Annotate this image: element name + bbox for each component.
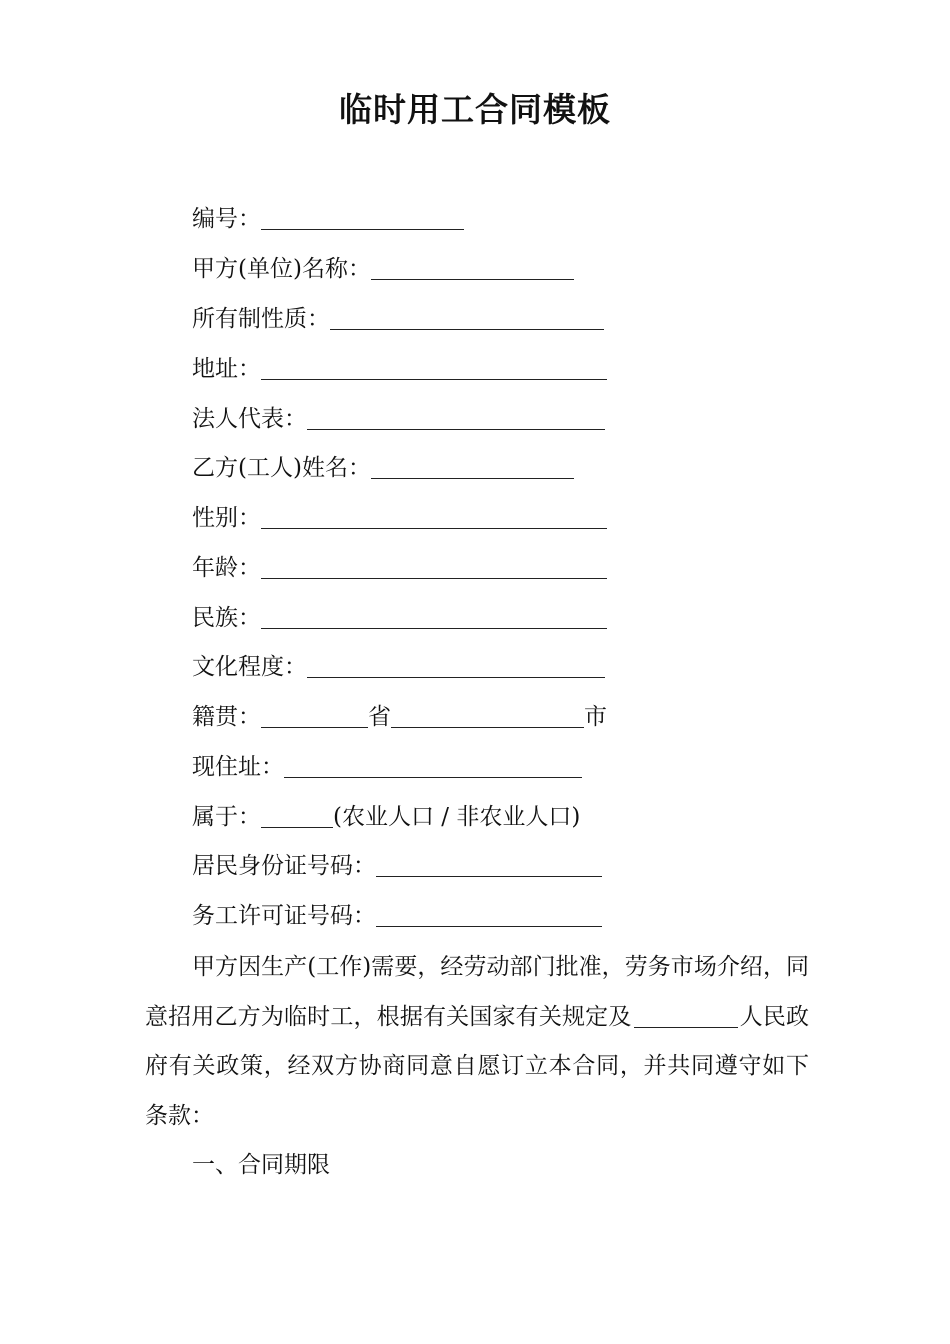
field-party-a-name: [192, 254, 574, 284]
body-paragraph-part2: 人民政府有关政策，经双方协商同意自愿订立本合同，并共同遵守如下条款：: [145, 1003, 810, 1129]
field-number: [192, 204, 464, 234]
field-legal-rep-label: 法人代表：: [192, 406, 307, 432]
government-blank: [634, 1005, 738, 1028]
field-ethnicity-blank: [261, 606, 607, 629]
section-1-heading-text: 一、合同期限: [192, 1152, 330, 1178]
field-belongs-to: [192, 802, 580, 832]
field-province-blank: [261, 705, 368, 728]
field-legal-rep: [192, 404, 605, 434]
field-party-a-name-blank: [371, 257, 574, 280]
field-legal-rep-blank: [307, 407, 605, 430]
field-gender: [192, 503, 607, 533]
field-belongs-to-label: 属于：: [192, 804, 261, 830]
field-ethnicity-label: 民族：: [192, 605, 261, 631]
field-belongs-to-blank: [261, 805, 333, 828]
body-paragraph-part1: 甲方因生产(工作)需要，经劳动部门批准，劳务市场介绍，同意招用乙方为临时工，根据有关国家有关规定及: [145, 954, 809, 1030]
field-native-place-label: 籍贯：: [192, 704, 261, 730]
field-age-blank: [261, 556, 607, 579]
field-city-label: 市: [584, 704, 607, 730]
field-gender-label: 性别：: [192, 505, 261, 531]
field-party-a-name-label: 甲方(单位)名称：: [192, 256, 371, 282]
field-address: [192, 354, 607, 384]
field-number-blank: [261, 207, 464, 230]
field-party-b-name: [192, 453, 574, 483]
document-title: 临时用工合同模板: [339, 90, 611, 129]
field-belongs-to-options: (农业人口 / 非农业人口): [333, 804, 581, 830]
field-work-permit-label: 务工许可证号码：: [192, 903, 376, 929]
field-address-blank: [261, 357, 607, 380]
field-city-blank: [391, 705, 584, 728]
field-ownership-label: 所有制性质：: [192, 306, 330, 332]
field-age-label: 年龄：: [192, 555, 261, 581]
section-1-heading: [192, 1150, 330, 1180]
field-native-place: [192, 702, 607, 732]
body-paragraph: [145, 943, 809, 1141]
field-id-number-label: 居民身份证号码：: [192, 853, 376, 879]
field-work-permit: [192, 901, 602, 931]
field-current-address-blank: [284, 755, 582, 778]
field-current-address-label: 现住址：: [192, 754, 284, 780]
field-party-b-name-blank: [371, 456, 574, 479]
field-address-label: 地址：: [192, 356, 261, 382]
field-ownership: [192, 304, 604, 334]
field-number-label: 编号：: [192, 206, 261, 232]
field-gender-blank: [261, 506, 607, 529]
field-work-permit-blank: [376, 904, 602, 927]
field-province-label: 省: [368, 704, 391, 730]
field-education: [192, 652, 605, 682]
field-id-number: [192, 851, 602, 881]
field-ownership-blank: [330, 307, 604, 330]
field-id-number-blank: [376, 854, 602, 877]
field-ethnicity: [192, 603, 607, 633]
field-education-label: 文化程度：: [192, 654, 307, 680]
field-current-address: [192, 752, 582, 782]
field-age: [192, 553, 607, 583]
field-education-blank: [307, 655, 605, 678]
field-party-b-name-label: 乙方(工人)姓名：: [192, 455, 371, 481]
